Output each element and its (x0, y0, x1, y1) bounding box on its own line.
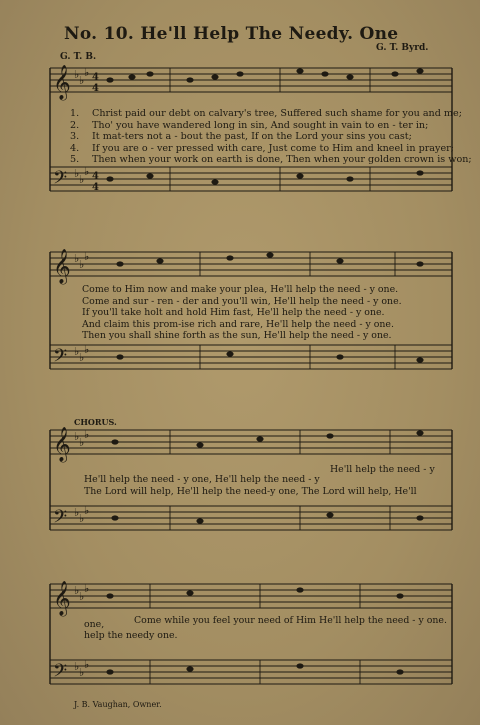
hymn-number: No. 10. (64, 24, 135, 44)
svg-text:♭: ♭ (79, 590, 85, 603)
svg-text:♭: ♭ (74, 584, 80, 597)
hymn-name: He'll Help The Needy. One (140, 24, 399, 44)
lyricist-credit: G. T. B. (60, 52, 97, 62)
refrain-line: Come and sur - ren - der and you'll win, He'll help the need - y one. (82, 295, 402, 307)
staff-system-3-bass (50, 506, 452, 530)
verse-line: 3. It mat-ters not a - bout the past, If on the Lord your sins you cast; (70, 131, 412, 143)
refrain-lyrics-block (82, 284, 402, 342)
chorus-upper-line: He'll help the need - y one, He'll help the need - y (84, 474, 320, 485)
treble-clef-icon: 𝄞 (53, 249, 71, 284)
svg-text:♭: ♭ (84, 428, 90, 441)
chorus-final-line-2: help the needy one. (84, 630, 178, 641)
staff-system-2-treble (50, 252, 452, 276)
svg-text:♭: ♭ (84, 582, 90, 595)
bass-clef-icon: 𝄢 (53, 168, 68, 193)
chorus-final-line: Come while you feel your need of Him He'll help the need - y one. (134, 615, 447, 626)
svg-text:♭: ♭ (74, 506, 80, 519)
treble-clef-icon: 𝄞 (53, 581, 71, 616)
svg-text:4: 4 (92, 72, 99, 83)
verse-line: 2. Tho' you have wandered long in sin, And sought in vain to en - ter in; (70, 119, 429, 131)
svg-text:♭: ♭ (84, 504, 90, 517)
svg-text:4: 4 (92, 182, 99, 193)
chorus-echo-line: He'll help the need - y (330, 464, 435, 475)
svg-text:♭: ♭ (74, 167, 80, 180)
svg-text:♭: ♭ (84, 250, 90, 263)
svg-text:♭: ♭ (79, 436, 85, 449)
svg-text:♭: ♭ (74, 660, 80, 673)
svg-text:4: 4 (92, 171, 99, 182)
staff-system-2-bass (50, 345, 452, 369)
refrain-line: Then you shall shine forth as the sun, He'll help the need - y one. (82, 330, 392, 342)
svg-text:♭: ♭ (84, 343, 90, 356)
verse-line: 4. If you are o - ver pressed with care, Just come to Him and kneel in prayer; (70, 142, 454, 154)
bass-clef-icon: 𝄢 (53, 346, 68, 371)
svg-text:♭: ♭ (79, 74, 85, 87)
svg-text:♭: ♭ (84, 658, 90, 671)
bass-clef-icon: 𝄢 (53, 507, 68, 532)
svg-text:♭: ♭ (74, 252, 80, 265)
verse-lyrics-block (70, 108, 472, 166)
chorus-final-one: one, (84, 619, 105, 630)
svg-text:♭: ♭ (79, 351, 85, 364)
svg-text:♭: ♭ (79, 512, 85, 525)
verse-line: 1. Christ paid our debt on calvary's tree, Suffered such shame for you and me; (70, 108, 462, 119)
verse-line: 5. Then when your work on earth is done, Then when your golden crown is won; (70, 154, 472, 166)
svg-text:♭: ♭ (79, 258, 85, 271)
svg-text:♭: ♭ (74, 68, 80, 81)
svg-text:♭: ♭ (79, 173, 85, 186)
svg-text:4: 4 (92, 83, 99, 94)
svg-text:♭: ♭ (74, 345, 80, 358)
bass-clef-icon: 𝄢 (53, 661, 68, 686)
svg-text:♭: ♭ (84, 165, 90, 178)
staff-system-3-treble (50, 430, 452, 454)
treble-clef-icon: 𝄞 (53, 427, 71, 462)
refrain-line: Come to Him now and make your plea, He'll help the need - y one. (82, 284, 399, 295)
svg-text:♭: ♭ (79, 666, 85, 679)
svg-text:♭: ♭ (74, 430, 80, 443)
refrain-line: And claim this prom-ise rich and rare, He'll help the need - y one. (82, 318, 394, 330)
chorus-lower-line: The Lord will help, He'll help the need-y one, The Lord will help, He'll (84, 486, 417, 497)
chorus-label: CHORUS. (74, 417, 117, 427)
svg-text:♭: ♭ (84, 66, 90, 79)
copyright-owner: J. B. Vaughan, Owner. (74, 700, 162, 709)
composer-credit: G. T. Byrd. (376, 43, 429, 53)
treble-clef-icon: 𝄞 (53, 65, 71, 100)
refrain-line: If you'll take holt and hold Him fast, He'll help the need - y one. (82, 307, 385, 319)
